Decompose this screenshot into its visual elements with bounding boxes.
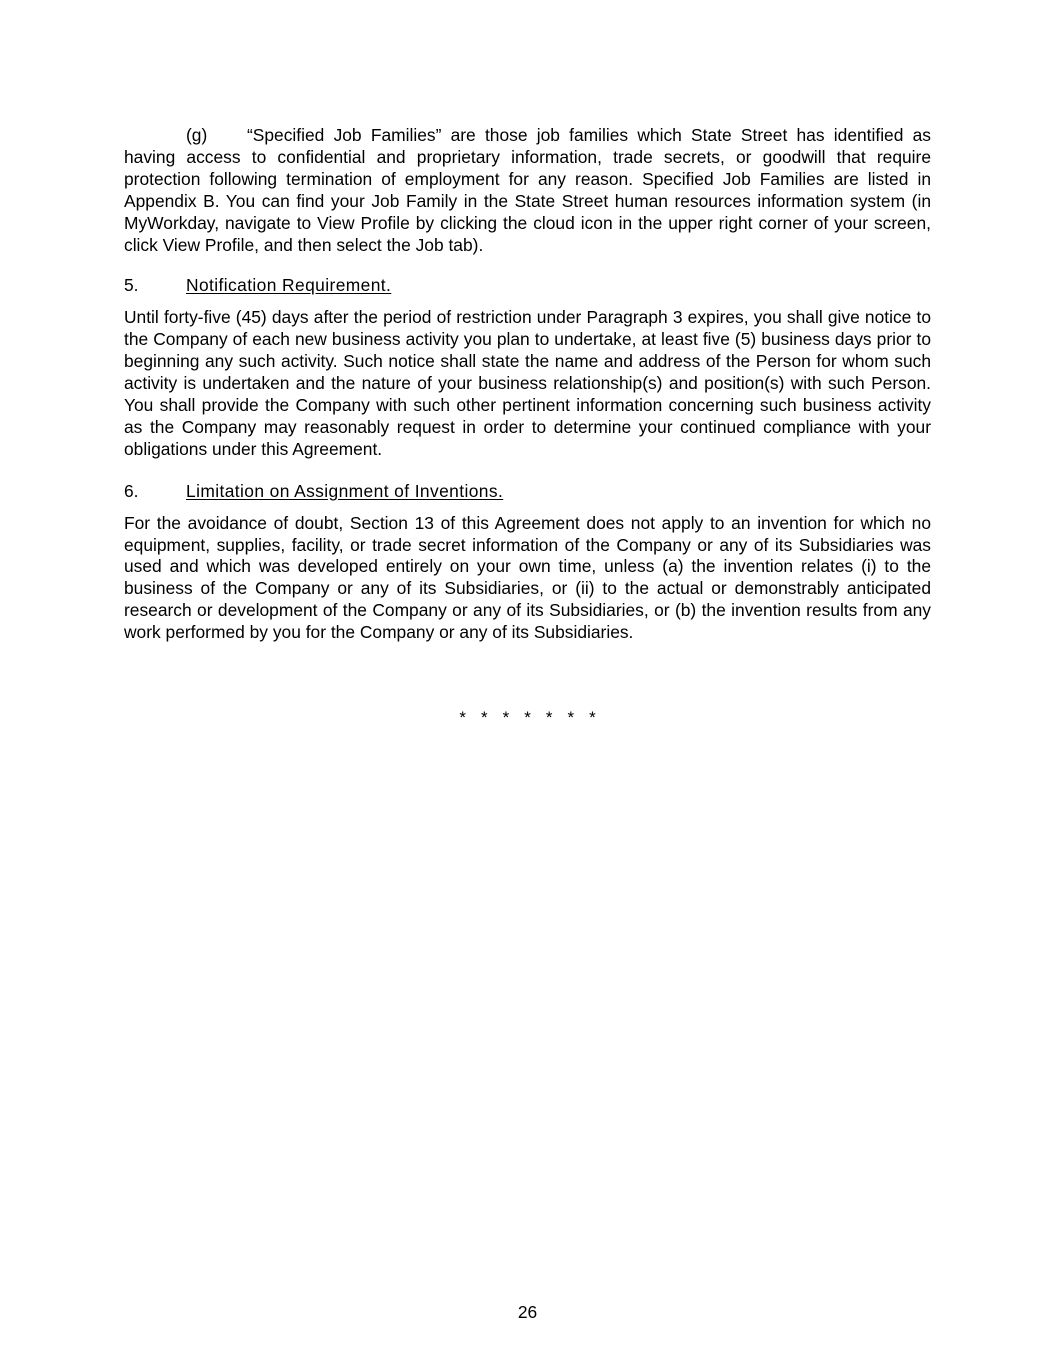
- section-6-number: 6.: [124, 480, 139, 501]
- paragraph-g-text: “Specified Job Families” are those job families which State Street has identified as having access to confidential and proprietary information, trade secrets, or goodwill that require protection following termination of employment for any reason. Specified Job Families are listed in Appendix B. You can find your Job Family in the State Street human resources information system (in MyWorkday, navigate to View Profile by clicking the cloud icon in the upper right corner of your screen, click View Profile, and then select the Job tab).: [124, 125, 931, 255]
- separator-star: *: [459, 708, 466, 727]
- document-page: [124, 125, 931, 644]
- paragraph-g-label: (g): [186, 125, 208, 145]
- separator-star: *: [589, 708, 596, 727]
- separator-star: *: [502, 708, 510, 727]
- section-5-number: 5.: [124, 275, 139, 296]
- section-separator: [0, 707, 1055, 728]
- section-6-heading: [124, 481, 931, 503]
- section-5-body: Until forty-five (45) days after the period of restriction under Paragraph 3 expires, you shall give notice to the Company of each new business activity you plan to undertake, at least five (5) business days prior to beginning any such activity. Such notice shall state the name and address of the Person for whom such activity is undertaken and the nature of your business relationship(s) and position(s) with such Person. You shall provide the Company with such other pertinent information concerning such business activity as the Company may reasonably request in order to determine your continued compliance with your obligations under this Agreement.: [124, 307, 931, 459]
- separator-star: *: [567, 708, 575, 727]
- separator-star: *: [480, 708, 488, 727]
- section-6-body: For the avoidance of doubt, Section 13 of this Agreement does not apply to an invention for which no equipment, supplies, facility, or trade secret information of the Company or any of its Subsidiaries was used and which was developed entirely on your own time, unless (a) the invention relates (i) to the business of the Company or any of its Subsidiaries, or (ii) to the actual or demonstrably anticipated research or development of the Company or any of its Subsidiaries, or (b) the invention results from any work performed by you for the Company or any of its Subsidiaries.: [124, 512, 931, 643]
- separator-star: *: [545, 708, 553, 727]
- section-5-heading: [124, 275, 931, 297]
- section-5-title: Notification Requirement.: [186, 275, 392, 296]
- page-number: 26: [517, 1302, 538, 1322]
- section-6-title: Limitation on Assignment of Inventions.: [186, 480, 504, 501]
- separator-star: *: [524, 708, 531, 727]
- paragraph-g: [124, 125, 931, 256]
